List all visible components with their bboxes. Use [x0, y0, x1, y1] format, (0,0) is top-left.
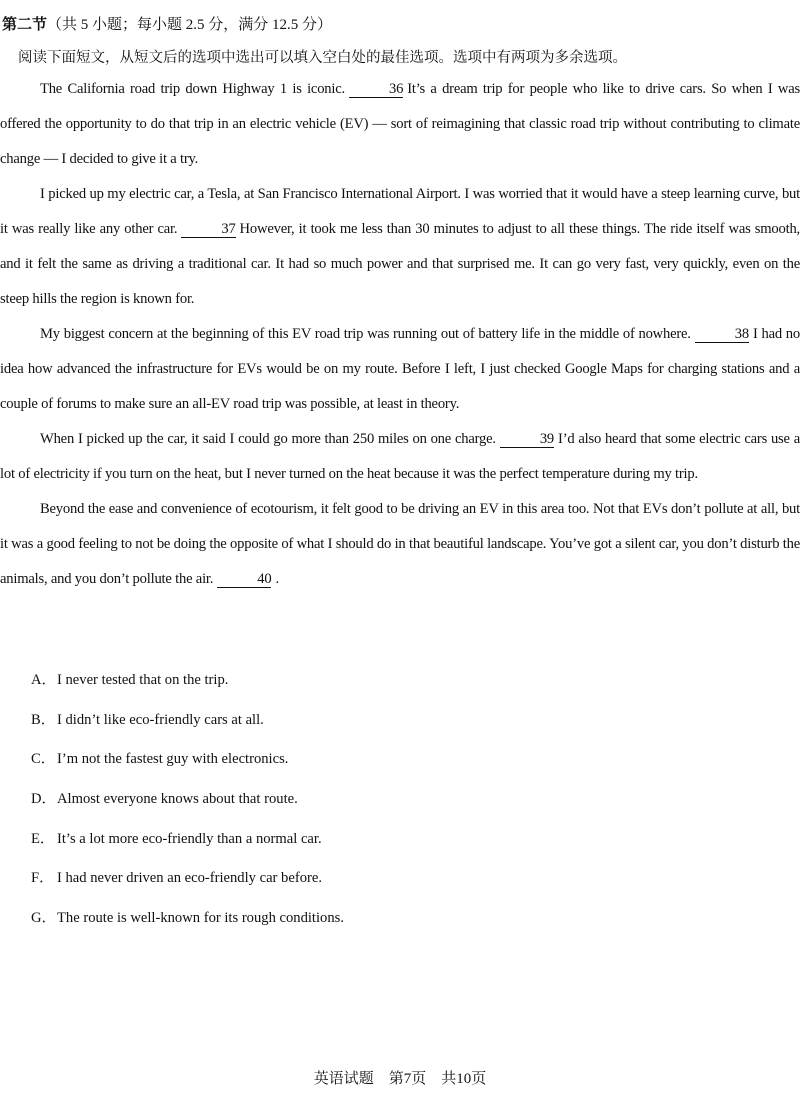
paragraph-text: My biggest concern at the beginning of this EV road trip was running out of battery life in the middle of nowhere.: [40, 326, 691, 342]
option-text: It’s a lot more eco-friendly than a normal car.: [57, 830, 322, 847]
option-letter: B．: [31, 711, 56, 728]
paragraph-text: When I picked up the car, it said I could go more than 250 miles on one charge.: [40, 431, 496, 447]
option-text: I never tested that on the trip.: [57, 672, 229, 688]
blank-39: 39: [500, 432, 554, 448]
passage: [0, 72, 800, 597]
paragraph-text: It’s a dream trip for people who like to drive cars. So when I was offered the opportunity to do that trip in an electric vehicle (EV) — sort of reimagining that classic road trip without contributing to climate change — I decided to give it a try.: [0, 81, 800, 167]
option-text: The route is well-known for its rough conditions.: [57, 910, 344, 927]
option-letter: G．: [31, 910, 57, 927]
answer-options: [31, 668, 344, 946]
paragraph-text: I’d also heard that some electric cars use a lot of electricity if you turn on the heat, but I never turned on the heat because it was the perfect temperature during my trip.: [0, 431, 800, 482]
page-footer: 英语试题 第7页 共10页: [313, 1071, 487, 1087]
paragraph-text: I picked up my electric car, a Tesla, at San Francisco International Airport. I was worried that it would have a steep learning curve, but it was really like any other car.: [0, 186, 800, 237]
blank-38: 38: [695, 327, 749, 343]
option-a: [31, 668, 344, 708]
option-letter: A．: [31, 672, 57, 688]
option-f: [31, 866, 344, 906]
section-heading: [2, 13, 332, 34]
paragraph-1: [0, 72, 800, 177]
paragraph-text: .: [275, 571, 279, 587]
paragraph-text: Beyond the ease and convenience of ecotourism, it felt good to be driving an EV in this area too. Not that EVs don’t pollute at all, but it was a good feeling to not be doing the opposite of what I should do in that beautiful landscape. You’ve got a silent car, you don’t disturb the animals, and you don’t pollute the air.: [0, 501, 800, 587]
option-text: Almost everyone knows about that route.: [57, 791, 298, 808]
option-text: I didn’t like eco-friendly cars at all.: [57, 711, 264, 728]
paragraph-4: [0, 422, 800, 492]
option-letter: C．: [31, 751, 56, 768]
option-text: I’m not the fastest guy with electronics.: [57, 751, 289, 768]
instructions: 阅读下面短文，从短文后的选项中选出可以填入空白处的最佳选项。选项中有两项为多余选项。: [18, 50, 627, 66]
section-note: （共 5 小题；每小题 2.5 分，满分 12.5 分）: [47, 17, 333, 33]
option-b: [31, 708, 344, 748]
paragraph-text: However, it took me less than 30 minutes to adjust to all these things. The ride itself was smooth, and it felt the same as driving a traditional car. It had so much power and that surprised me. It can go very fast, very quickly, even on the steep hills the region is known for.: [0, 221, 800, 307]
blank-37: 37: [181, 222, 235, 238]
blank-40: 40: [217, 572, 271, 588]
option-c: [31, 747, 344, 787]
option-letter: F．: [31, 870, 54, 887]
paragraph-3: [0, 317, 800, 422]
paragraph-5: [0, 492, 800, 597]
option-letter: E．: [31, 830, 55, 847]
paragraph-text: The California road trip down Highway 1 is iconic.: [40, 81, 345, 97]
option-e: [31, 827, 344, 867]
paragraph-2: [0, 177, 800, 317]
option-letter: D．: [31, 791, 57, 808]
option-text: I had never driven an eco-friendly car before.: [57, 870, 322, 887]
paragraph-text: I had no idea how advanced the infrastructure for EVs would be on my route. Before I left, I just checked Google Maps for charging stations and a couple of forums to make sure an all-EV road trip was possible, at least in theory.: [0, 326, 800, 412]
option-g: [31, 906, 344, 946]
blank-36: 36: [349, 82, 403, 98]
section-label: 第二节: [2, 15, 48, 33]
option-d: [31, 787, 344, 827]
